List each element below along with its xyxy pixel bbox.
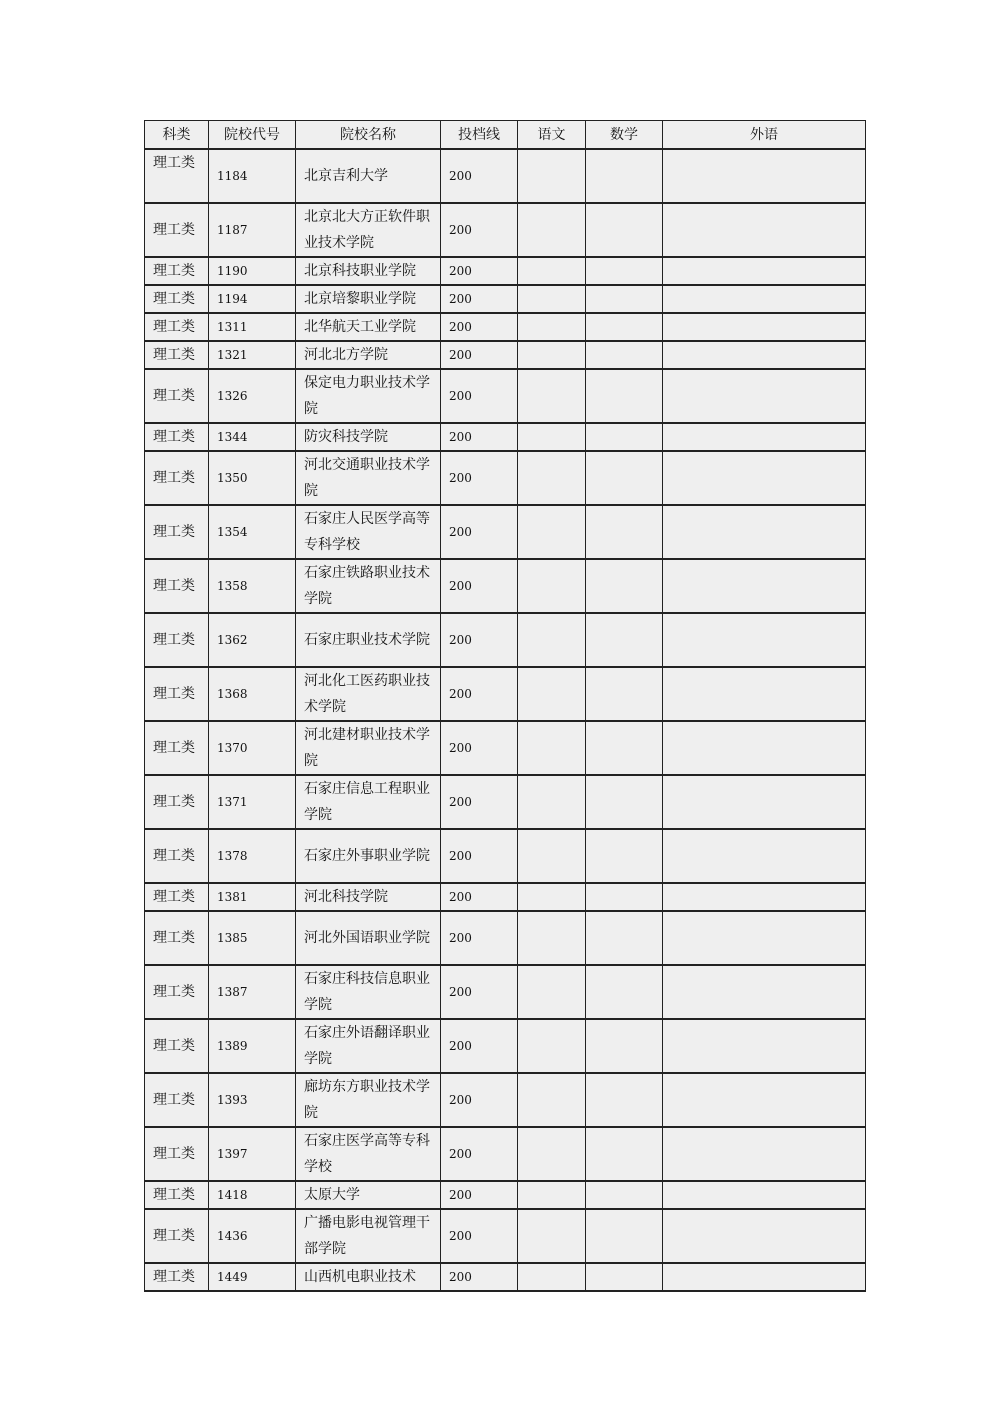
school-name-cell: 石家庄医学高等专科学校 <box>296 1127 441 1181</box>
category-cell: 理工类 <box>145 775 209 829</box>
school-code-cell: 1370 <box>209 721 296 775</box>
cutoff-score-cell: 200 <box>441 883 518 911</box>
table-row <box>145 203 866 257</box>
foreign-language-score-cell <box>663 1073 866 1127</box>
foreign-language-score-cell <box>663 369 866 423</box>
school-name-cell: 防灾科技学院 <box>296 423 441 451</box>
header-school-name: 院校名称 <box>296 121 441 150</box>
category-cell: 理工类 <box>145 667 209 721</box>
category-cell: 理工类 <box>145 369 209 423</box>
table-row <box>145 613 866 667</box>
school-name-cell: 石家庄人民医学高等专科学校 <box>296 505 441 559</box>
school-code-cell: 1368 <box>209 667 296 721</box>
math-score-cell <box>586 559 663 613</box>
table-row <box>145 1181 866 1209</box>
table-row <box>145 257 866 285</box>
category-cell: 理工类 <box>145 559 209 613</box>
table-row <box>145 775 866 829</box>
chinese-score-cell <box>518 313 586 341</box>
admission-score-table <box>144 120 866 1292</box>
math-score-cell <box>586 423 663 451</box>
foreign-language-score-cell <box>663 257 866 285</box>
school-code-cell: 1387 <box>209 965 296 1019</box>
cutoff-score-cell: 200 <box>441 775 518 829</box>
math-score-cell <box>586 369 663 423</box>
table-row <box>145 369 866 423</box>
foreign-language-score-cell <box>663 965 866 1019</box>
cutoff-score-cell: 200 <box>441 829 518 883</box>
school-name-cell: 北华航天工业学院 <box>296 313 441 341</box>
category-cell: 理工类 <box>145 341 209 369</box>
table-row <box>145 341 866 369</box>
math-score-cell <box>586 883 663 911</box>
school-code-cell: 1378 <box>209 829 296 883</box>
chinese-score-cell <box>518 667 586 721</box>
foreign-language-score-cell <box>663 1209 866 1263</box>
cutoff-score-cell: 200 <box>441 911 518 965</box>
math-score-cell <box>586 257 663 285</box>
math-score-cell <box>586 667 663 721</box>
school-code-cell: 1389 <box>209 1019 296 1073</box>
chinese-score-cell <box>518 369 586 423</box>
school-code-cell: 1381 <box>209 883 296 911</box>
cutoff-score-cell: 200 <box>441 505 518 559</box>
chinese-score-cell <box>518 423 586 451</box>
header-category: 科类 <box>145 121 209 150</box>
chinese-score-cell <box>518 341 586 369</box>
foreign-language-score-cell <box>663 203 866 257</box>
table-row <box>145 505 866 559</box>
school-code-cell: 1187 <box>209 203 296 257</box>
cutoff-score-cell: 200 <box>441 1019 518 1073</box>
cutoff-score-cell: 200 <box>441 369 518 423</box>
header-school-code: 院校代号 <box>209 121 296 150</box>
category-cell: 理工类 <box>145 613 209 667</box>
foreign-language-score-cell <box>663 613 866 667</box>
foreign-language-score-cell <box>663 313 866 341</box>
category-cell: 理工类 <box>145 721 209 775</box>
chinese-score-cell <box>518 285 586 313</box>
school-code-cell: 1311 <box>209 313 296 341</box>
school-name-cell: 河北科技学院 <box>296 883 441 911</box>
foreign-language-score-cell <box>663 1127 866 1181</box>
school-code-cell: 1344 <box>209 423 296 451</box>
math-score-cell <box>586 721 663 775</box>
table-row <box>145 965 866 1019</box>
school-code-cell: 1184 <box>209 149 296 203</box>
math-score-cell <box>586 1263 663 1291</box>
foreign-language-score-cell <box>663 1019 866 1073</box>
school-code-cell: 1354 <box>209 505 296 559</box>
school-name-cell: 石家庄科技信息职业学院 <box>296 965 441 1019</box>
category-cell: 理工类 <box>145 1263 209 1291</box>
math-score-cell <box>586 1209 663 1263</box>
header-foreign-language: 外语 <box>663 121 866 150</box>
chinese-score-cell <box>518 911 586 965</box>
math-score-cell <box>586 911 663 965</box>
cutoff-score-cell: 200 <box>441 1073 518 1127</box>
math-score-cell <box>586 613 663 667</box>
school-code-cell: 1371 <box>209 775 296 829</box>
category-cell: 理工类 <box>145 149 209 203</box>
school-name-cell: 河北外国语职业学院 <box>296 911 441 965</box>
school-code-cell: 1350 <box>209 451 296 505</box>
math-score-cell <box>586 149 663 203</box>
cutoff-score-cell: 200 <box>441 149 518 203</box>
category-cell: 理工类 <box>145 203 209 257</box>
school-code-cell: 1190 <box>209 257 296 285</box>
school-code-cell: 1194 <box>209 285 296 313</box>
math-score-cell <box>586 829 663 883</box>
foreign-language-score-cell <box>663 883 866 911</box>
table-row <box>145 1073 866 1127</box>
foreign-language-score-cell <box>663 505 866 559</box>
foreign-language-score-cell <box>663 559 866 613</box>
foreign-language-score-cell <box>663 1263 866 1291</box>
cutoff-score-cell: 200 <box>441 965 518 1019</box>
chinese-score-cell <box>518 451 586 505</box>
school-name-cell: 北京培黎职业学院 <box>296 285 441 313</box>
table-row <box>145 829 866 883</box>
cutoff-score-cell: 200 <box>441 1181 518 1209</box>
school-name-cell: 北京吉利大学 <box>296 149 441 203</box>
school-name-cell: 石家庄外事职业学院 <box>296 829 441 883</box>
foreign-language-score-cell <box>663 721 866 775</box>
chinese-score-cell <box>518 505 586 559</box>
category-cell: 理工类 <box>145 451 209 505</box>
table-row <box>145 313 866 341</box>
math-score-cell <box>586 965 663 1019</box>
school-name-cell: 山西机电职业技术 <box>296 1263 441 1291</box>
cutoff-score-cell: 200 <box>441 313 518 341</box>
school-name-cell: 河北北方学院 <box>296 341 441 369</box>
category-cell: 理工类 <box>145 911 209 965</box>
cutoff-score-cell: 200 <box>441 1209 518 1263</box>
table-row <box>145 559 866 613</box>
school-name-cell: 石家庄职业技术学院 <box>296 613 441 667</box>
foreign-language-score-cell <box>663 285 866 313</box>
cutoff-score-cell: 200 <box>441 341 518 369</box>
chinese-score-cell <box>518 829 586 883</box>
table-row <box>145 667 866 721</box>
cutoff-score-cell: 200 <box>441 203 518 257</box>
foreign-language-score-cell <box>663 1181 866 1209</box>
cutoff-score-cell: 200 <box>441 257 518 285</box>
category-cell: 理工类 <box>145 313 209 341</box>
table-row <box>145 1263 866 1291</box>
table-row <box>145 883 866 911</box>
chinese-score-cell <box>518 965 586 1019</box>
school-code-cell: 1362 <box>209 613 296 667</box>
header-chinese: 语文 <box>518 121 586 150</box>
chinese-score-cell <box>518 721 586 775</box>
school-name-cell: 河北建材职业技术学院 <box>296 721 441 775</box>
school-code-cell: 1393 <box>209 1073 296 1127</box>
school-code-cell: 1397 <box>209 1127 296 1181</box>
table-row <box>145 1127 866 1181</box>
chinese-score-cell <box>518 1073 586 1127</box>
category-cell: 理工类 <box>145 829 209 883</box>
math-score-cell <box>586 203 663 257</box>
school-name-cell: 河北交通职业技术学院 <box>296 451 441 505</box>
math-score-cell <box>586 505 663 559</box>
foreign-language-score-cell <box>663 451 866 505</box>
school-name-cell: 石家庄外语翻译职业学院 <box>296 1019 441 1073</box>
foreign-language-score-cell <box>663 667 866 721</box>
table-row <box>145 1019 866 1073</box>
chinese-score-cell <box>518 559 586 613</box>
category-cell: 理工类 <box>145 1181 209 1209</box>
chinese-score-cell <box>518 257 586 285</box>
math-score-cell <box>586 1073 663 1127</box>
school-name-cell: 北京北大方正软件职业技术学院 <box>296 203 441 257</box>
chinese-score-cell <box>518 1263 586 1291</box>
foreign-language-score-cell <box>663 341 866 369</box>
math-score-cell <box>586 1181 663 1209</box>
school-code-cell: 1436 <box>209 1209 296 1263</box>
cutoff-score-cell: 200 <box>441 667 518 721</box>
school-code-cell: 1418 <box>209 1181 296 1209</box>
table-row <box>145 721 866 775</box>
chinese-score-cell <box>518 203 586 257</box>
chinese-score-cell <box>518 149 586 203</box>
chinese-score-cell <box>518 883 586 911</box>
school-name-cell: 廊坊东方职业技术学院 <box>296 1073 441 1127</box>
school-name-cell: 保定电力职业技术学院 <box>296 369 441 423</box>
category-cell: 理工类 <box>145 505 209 559</box>
category-cell: 理工类 <box>145 1073 209 1127</box>
cutoff-score-cell: 200 <box>441 423 518 451</box>
school-name-cell: 石家庄信息工程职业学院 <box>296 775 441 829</box>
foreign-language-score-cell <box>663 911 866 965</box>
foreign-language-score-cell <box>663 149 866 203</box>
category-cell: 理工类 <box>145 285 209 313</box>
cutoff-score-cell: 200 <box>441 1263 518 1291</box>
school-name-cell: 太原大学 <box>296 1181 441 1209</box>
category-cell: 理工类 <box>145 1127 209 1181</box>
category-cell: 理工类 <box>145 257 209 285</box>
header-cutoff-score: 投档线 <box>441 121 518 150</box>
chinese-score-cell <box>518 613 586 667</box>
school-code-cell: 1321 <box>209 341 296 369</box>
school-code-cell: 1385 <box>209 911 296 965</box>
chinese-score-cell <box>518 1019 586 1073</box>
cutoff-score-cell: 200 <box>441 451 518 505</box>
school-name-cell: 广播电影电视管理干部学院 <box>296 1209 441 1263</box>
category-cell: 理工类 <box>145 965 209 1019</box>
school-code-cell: 1326 <box>209 369 296 423</box>
math-score-cell <box>586 1019 663 1073</box>
math-score-cell <box>586 775 663 829</box>
foreign-language-score-cell <box>663 775 866 829</box>
foreign-language-score-cell <box>663 423 866 451</box>
chinese-score-cell <box>518 775 586 829</box>
table-row <box>145 285 866 313</box>
category-cell: 理工类 <box>145 1019 209 1073</box>
table-header-row <box>145 121 866 150</box>
chinese-score-cell <box>518 1209 586 1263</box>
table-row <box>145 911 866 965</box>
table-row <box>145 1209 866 1263</box>
math-score-cell <box>586 285 663 313</box>
chinese-score-cell <box>518 1181 586 1209</box>
category-cell: 理工类 <box>145 423 209 451</box>
math-score-cell <box>586 313 663 341</box>
cutoff-score-cell: 200 <box>441 613 518 667</box>
cutoff-score-cell: 200 <box>441 1127 518 1181</box>
math-score-cell <box>586 341 663 369</box>
table-row <box>145 451 866 505</box>
category-cell: 理工类 <box>145 883 209 911</box>
school-code-cell: 1449 <box>209 1263 296 1291</box>
school-name-cell: 石家庄铁路职业技术学院 <box>296 559 441 613</box>
table-row <box>145 423 866 451</box>
category-cell: 理工类 <box>145 1209 209 1263</box>
school-name-cell: 北京科技职业学院 <box>296 257 441 285</box>
header-math: 数学 <box>586 121 663 150</box>
admission-table-container <box>144 120 865 1292</box>
chinese-score-cell <box>518 1127 586 1181</box>
cutoff-score-cell: 200 <box>441 559 518 613</box>
math-score-cell <box>586 1127 663 1181</box>
foreign-language-score-cell <box>663 829 866 883</box>
school-name-cell: 河北化工医药职业技术学院 <box>296 667 441 721</box>
school-code-cell: 1358 <box>209 559 296 613</box>
cutoff-score-cell: 200 <box>441 721 518 775</box>
table-row <box>145 149 866 203</box>
math-score-cell <box>586 451 663 505</box>
cutoff-score-cell: 200 <box>441 285 518 313</box>
